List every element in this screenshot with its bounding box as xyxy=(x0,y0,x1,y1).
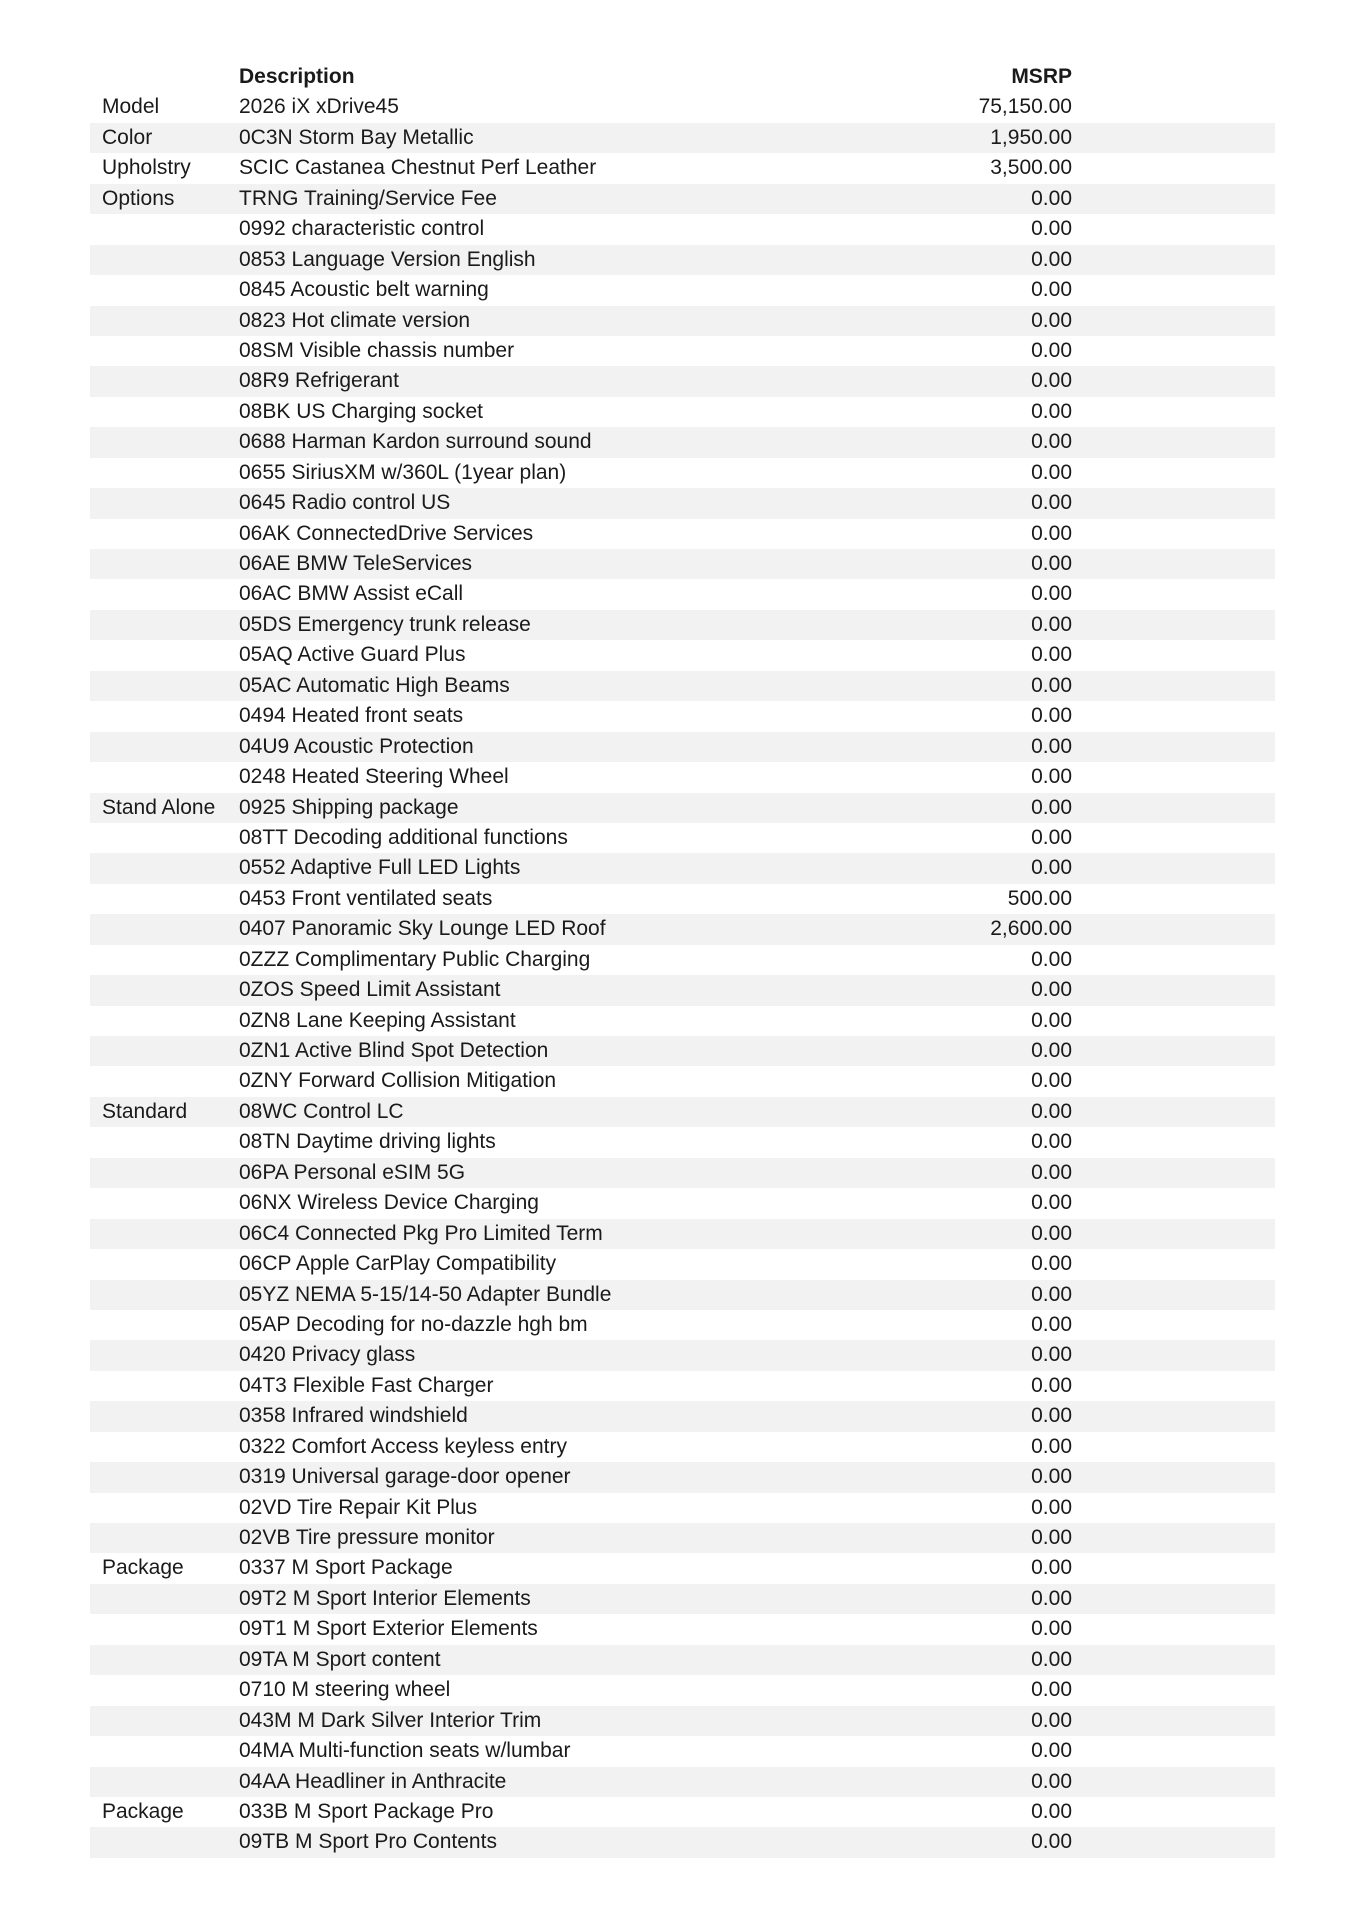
row-description: 0337 M Sport Package xyxy=(239,1556,453,1580)
row-description: 02VD Tire Repair Kit Plus xyxy=(239,1495,478,1519)
table-row xyxy=(90,1127,1275,1157)
row-msrp: 0.00 xyxy=(1031,1647,1072,1671)
row-description: 06CP Apple CarPlay Compatibility xyxy=(239,1252,557,1276)
table-row xyxy=(90,579,1275,609)
table-row xyxy=(90,1462,1275,1492)
row-description: 06C4 Connected Pkg Pro Limited Term xyxy=(239,1221,603,1245)
table-row xyxy=(90,1797,1275,1827)
row-description: 0655 SiriusXM w/360L (1year plan) xyxy=(239,460,567,484)
row-msrp: 0.00 xyxy=(1031,643,1072,667)
table-row xyxy=(90,214,1275,244)
row-msrp: 3,500.00 xyxy=(990,156,1072,180)
row-description: 05AC Automatic High Beams xyxy=(239,673,510,697)
table-row xyxy=(90,945,1275,975)
table-row xyxy=(90,1310,1275,1340)
table-row xyxy=(90,793,1275,823)
row-description: 0992 characteristic control xyxy=(239,217,485,241)
row-category: Stand Alone xyxy=(102,795,216,819)
row-msrp: 0.00 xyxy=(1031,856,1072,880)
row-msrp: 0.00 xyxy=(1031,1252,1072,1276)
row-msrp: 0.00 xyxy=(1031,369,1072,393)
row-description: 0319 Universal garage-door opener xyxy=(239,1465,571,1489)
row-description: 0453 Front ventilated seats xyxy=(239,886,493,910)
row-description: 09T2 M Sport Interior Elements xyxy=(239,1586,531,1610)
table-row xyxy=(90,1340,1275,1370)
table-row xyxy=(90,488,1275,518)
table-row xyxy=(90,1219,1275,1249)
row-description: 09T1 M Sport Exterior Elements xyxy=(239,1617,538,1641)
table-row xyxy=(90,823,1275,853)
row-msrp: 0.00 xyxy=(1031,1526,1072,1549)
row-msrp: 2,600.00 xyxy=(990,917,1072,941)
row-msrp: 0.00 xyxy=(1031,1130,1072,1154)
row-description: 06NX Wireless Device Charging xyxy=(239,1191,539,1215)
table-row xyxy=(90,914,1275,944)
row-msrp: 0.00 xyxy=(1031,186,1072,210)
row-description: 06PA Personal eSIM 5G xyxy=(239,1160,466,1184)
table-row xyxy=(90,458,1275,488)
row-category: Color xyxy=(102,125,153,149)
table-row xyxy=(90,397,1275,427)
row-msrp: 0.00 xyxy=(1031,1799,1072,1823)
row-description: 0925 Shipping package xyxy=(239,795,459,819)
row-description: 04AA Headliner in Anthracite xyxy=(239,1769,507,1793)
row-description: 0ZN1 Active Blind Spot Detection xyxy=(239,1039,549,1062)
row-msrp: 0.00 xyxy=(1031,247,1072,271)
row-msrp: 0.00 xyxy=(1031,308,1072,332)
row-description: 05AQ Active Guard Plus xyxy=(239,643,466,667)
row-msrp: 0.00 xyxy=(1031,1465,1072,1489)
row-description: 0ZNY Forward Collision Mitigation xyxy=(239,1069,557,1093)
row-msrp: 0.00 xyxy=(1031,795,1072,819)
row-msrp: 0.00 xyxy=(1031,338,1072,362)
row-description: 0645 Radio control US xyxy=(239,491,451,515)
row-description: 0823 Hot climate version xyxy=(239,308,471,332)
row-description: 05DS Emergency trunk release xyxy=(239,612,531,636)
table-row xyxy=(90,762,1275,792)
row-msrp: 0.00 xyxy=(1031,1221,1072,1245)
row-description: 0322 Comfort Access keyless entry xyxy=(239,1434,567,1458)
table-row xyxy=(90,336,1275,366)
row-description: 09TB M Sport Pro Contents xyxy=(239,1830,497,1854)
row-category: Upholstry xyxy=(102,156,191,180)
table-row xyxy=(90,306,1275,336)
row-description: 04MA Multi-function seats w/lumbar xyxy=(239,1739,571,1763)
row-description: 0C3N Storm Bay Metallic xyxy=(239,125,474,149)
row-msrp: 0.00 xyxy=(1031,1495,1072,1519)
row-msrp: 0.00 xyxy=(1031,1708,1072,1732)
row-msrp: 0.00 xyxy=(1031,460,1072,484)
row-msrp: 0.00 xyxy=(1031,1617,1072,1641)
table-row xyxy=(90,366,1275,396)
row-description: 0420 Privacy glass xyxy=(239,1343,416,1367)
row-msrp: 0.00 xyxy=(1031,825,1072,849)
table-row xyxy=(90,1158,1275,1188)
row-description: 033B M Sport Package Pro xyxy=(239,1799,494,1823)
row-msrp: 0.00 xyxy=(1031,1039,1072,1062)
row-description: 0552 Adaptive Full LED Lights xyxy=(239,856,521,880)
row-msrp: 0.00 xyxy=(1031,1312,1072,1336)
table-row xyxy=(90,1036,1275,1066)
table-row xyxy=(90,1280,1275,1310)
row-msrp: 75,150.00 xyxy=(978,95,1072,119)
table-row xyxy=(90,1736,1275,1766)
row-description: 0ZZZ Complimentary Public Charging xyxy=(239,947,591,971)
table-row xyxy=(90,1645,1275,1675)
row-msrp: 0.00 xyxy=(1031,1830,1072,1854)
table-row xyxy=(90,610,1275,640)
row-category: Options xyxy=(102,186,175,210)
table-row xyxy=(90,1401,1275,1431)
table-row xyxy=(90,1706,1275,1736)
row-msrp: 0.00 xyxy=(1031,947,1072,971)
table-row xyxy=(90,1249,1275,1279)
row-description: 2026 iX xDrive45 xyxy=(239,95,399,119)
row-description: 04T3 Flexible Fast Charger xyxy=(239,1373,494,1397)
table-row xyxy=(90,1553,1275,1583)
msrp-column-header: MSRP xyxy=(1011,65,1072,88)
row-description: 02VB Tire pressure monitor xyxy=(239,1526,495,1549)
row-description: 08BK US Charging socket xyxy=(239,399,483,423)
table-row xyxy=(90,1523,1275,1553)
row-category: Model xyxy=(102,95,160,119)
row-description: 06AC BMW Assist eCall xyxy=(239,582,464,606)
row-msrp: 0.00 xyxy=(1031,1069,1072,1093)
row-msrp: 0.00 xyxy=(1031,673,1072,697)
row-msrp: 0.00 xyxy=(1031,1556,1072,1580)
row-msrp: 0.00 xyxy=(1031,1160,1072,1184)
msrp-price-sheet xyxy=(90,62,1275,1858)
row-msrp: 0.00 xyxy=(1031,278,1072,302)
table-row xyxy=(90,1188,1275,1218)
table-row xyxy=(90,123,1275,153)
row-msrp: 0.00 xyxy=(1031,1678,1072,1702)
row-msrp: 0.00 xyxy=(1031,765,1072,789)
table-row xyxy=(90,1827,1275,1857)
table-row xyxy=(90,853,1275,883)
row-description: 043M M Dark Silver Interior Trim xyxy=(239,1708,542,1732)
table-row xyxy=(90,1432,1275,1462)
row-category: Package xyxy=(102,1556,184,1580)
row-msrp: 0.00 xyxy=(1031,978,1072,1002)
row-description: 08TN Daytime driving lights xyxy=(239,1130,496,1154)
row-msrp: 0.00 xyxy=(1031,1586,1072,1610)
row-msrp: 0.00 xyxy=(1031,430,1072,454)
row-description: 08SM Visible chassis number xyxy=(239,338,515,362)
row-description: TRNG Training/Service Fee xyxy=(239,186,497,210)
row-description: 04U9 Acoustic Protection xyxy=(239,734,474,758)
table-row xyxy=(90,1584,1275,1614)
row-category: Package xyxy=(102,1799,184,1823)
row-description: 0853 Language Version English xyxy=(239,247,536,271)
row-description: 05YZ NEMA 5-15/14-50 Adapter Bundle xyxy=(239,1282,612,1306)
row-msrp: 0.00 xyxy=(1031,217,1072,241)
description-column-header: Description xyxy=(239,65,355,88)
row-description: 0358 Infrared windshield xyxy=(239,1404,468,1428)
row-description: 0ZN8 Lane Keeping Assistant xyxy=(239,1008,516,1032)
row-msrp: 500.00 xyxy=(1007,886,1072,910)
row-description: 08WC Control LC xyxy=(239,1099,404,1123)
row-msrp: 0.00 xyxy=(1031,704,1072,728)
table-row xyxy=(90,732,1275,762)
row-description: 0494 Heated front seats xyxy=(239,704,464,728)
table-row xyxy=(90,884,1275,914)
row-description: 0845 Acoustic belt warning xyxy=(239,278,489,302)
row-description: 09TA M Sport content xyxy=(239,1647,441,1671)
row-description: SCIC Castanea Chestnut Perf Leather xyxy=(239,156,597,180)
row-msrp: 0.00 xyxy=(1031,1373,1072,1397)
table-row xyxy=(90,1006,1275,1036)
table-row xyxy=(90,975,1275,1005)
row-msrp: 0.00 xyxy=(1031,734,1072,758)
table-row xyxy=(90,640,1275,670)
row-msrp: 0.00 xyxy=(1031,521,1072,545)
table-row xyxy=(90,1493,1275,1523)
row-description: 06AK ConnectedDrive Services xyxy=(239,521,534,545)
table-row xyxy=(90,245,1275,275)
row-msrp: 0.00 xyxy=(1031,1008,1072,1032)
table-row xyxy=(90,184,1275,214)
table-row xyxy=(90,92,1275,122)
row-description: 08TT Decoding additional functions xyxy=(239,825,568,849)
row-msrp: 0.00 xyxy=(1031,1343,1072,1367)
row-description: 0688 Harman Kardon surround sound xyxy=(239,430,592,454)
line-item-list xyxy=(90,92,1275,1857)
row-msrp: 0.00 xyxy=(1031,1191,1072,1215)
row-description: 0248 Heated Steering Wheel xyxy=(239,765,509,789)
row-category: Standard xyxy=(102,1099,188,1123)
table-row xyxy=(90,671,1275,701)
table-header xyxy=(90,62,1275,92)
row-msrp: 0.00 xyxy=(1031,1282,1072,1306)
row-msrp: 0.00 xyxy=(1031,612,1072,636)
row-description: 0407 Panoramic Sky Lounge LED Roof xyxy=(239,917,606,941)
table-row xyxy=(90,153,1275,183)
table-row xyxy=(90,1614,1275,1644)
row-msrp: 1,950.00 xyxy=(990,125,1072,149)
row-msrp: 0.00 xyxy=(1031,1434,1072,1458)
row-description: 0ZOS Speed Limit Assistant xyxy=(239,978,501,1002)
table-row xyxy=(90,275,1275,305)
table-row xyxy=(90,1066,1275,1096)
row-msrp: 0.00 xyxy=(1031,552,1072,575)
row-msrp: 0.00 xyxy=(1031,399,1072,423)
row-description: 0710 M steering wheel xyxy=(239,1678,451,1702)
row-msrp: 0.00 xyxy=(1031,1769,1072,1793)
table-row xyxy=(90,1097,1275,1127)
row-description: 06AE BMW TeleServices xyxy=(239,552,473,575)
row-msrp: 0.00 xyxy=(1031,1404,1072,1428)
table-row xyxy=(90,1767,1275,1797)
row-description: 08R9 Refrigerant xyxy=(239,369,399,393)
table-row xyxy=(90,1371,1275,1401)
row-msrp: 0.00 xyxy=(1031,491,1072,515)
table-row xyxy=(90,1675,1275,1705)
table-row xyxy=(90,519,1275,549)
table-row xyxy=(90,701,1275,731)
row-msrp: 0.00 xyxy=(1031,1099,1072,1123)
row-description: 05AP Decoding for no-dazzle hgh bm xyxy=(239,1312,588,1336)
row-msrp: 0.00 xyxy=(1031,582,1072,606)
row-msrp: 0.00 xyxy=(1031,1739,1072,1763)
table-row xyxy=(90,549,1275,579)
table-row xyxy=(90,427,1275,457)
